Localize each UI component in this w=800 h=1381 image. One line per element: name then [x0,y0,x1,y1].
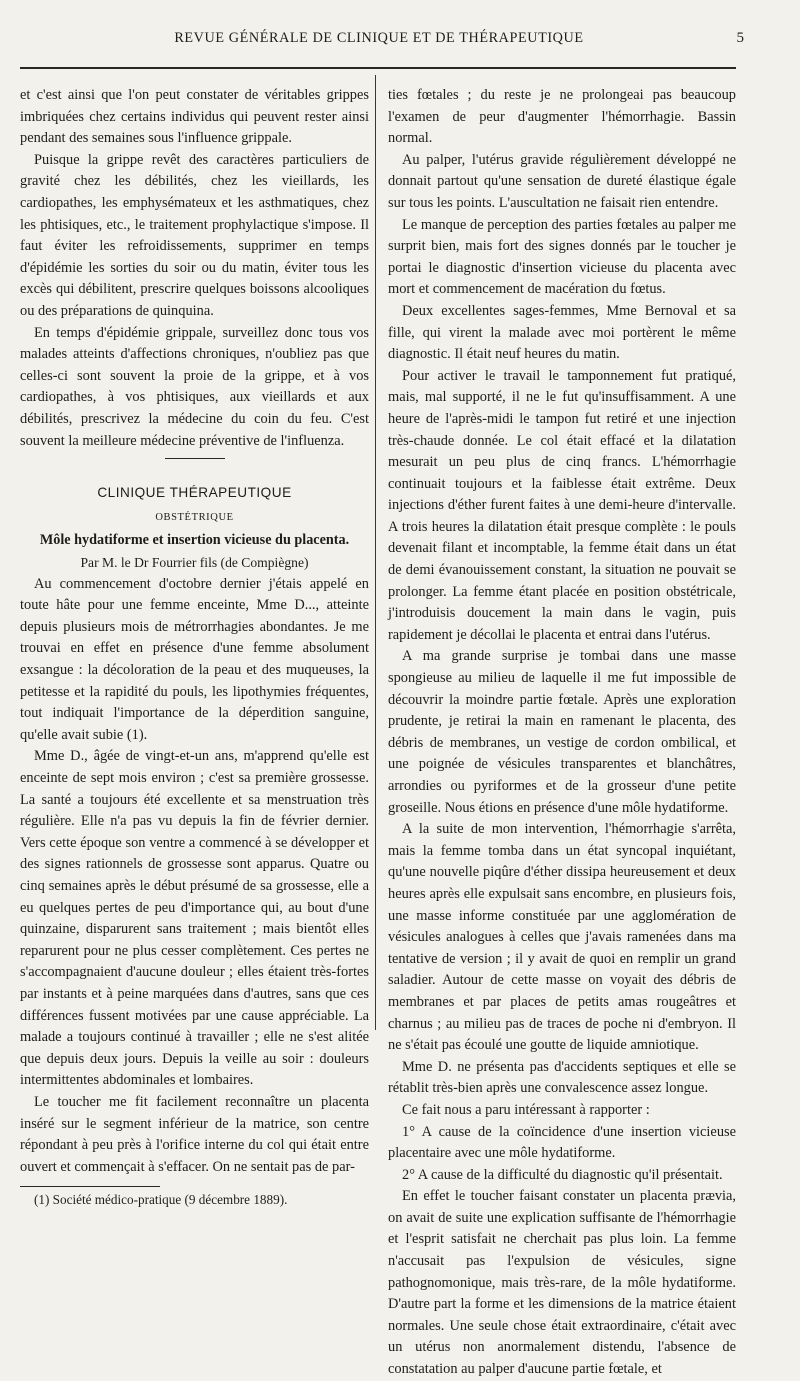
paragraph: Deux excellentes sages-femmes, Mme Bernoval et sa fille, qui virent la malade avec moi portèrent le même diagnostic. Il était neuf heures du matin. [388,302,736,363]
paragraph: Au commencement d'octobre dernier j'étais appelé en toute hâte pour une femme enceinte, Mme D..., atteinte depuis plusieurs mois de métrorrhagies abondantes. Je me trouvai en effet en présence d'une femme absolument exsangue : la décoloration de la peau et des muqueuses, la petitesse et la rapidité du pouls, les lipothymies fréquentes, tout indiquait l'importance de la déperdition sanguine, qu'elle avait subie (1). [20,575,369,743]
paragraph: A ma grande surprise je tombai dans une masse spongieuse au milieu de laquelle il me fut impossible de découvrir la moindre partie fœtale. Après une exploration prudente, je retirai la main en ramenant le placenta, des débris de membranes, un vestige de cordon ombilical, et une poignée de vésicules transparentes et blanchâtres, arrondies ou pyriformes et de la grosseur d'une petite groseille. Nous étions en présence d'une môle hydatiforme. [388,648,736,816]
paragraph: Pour activer le travail le tamponnement fut pratiqué, mais, mal supporté, il ne le fut qu'insuffisamment. A une heure de l'après-midi le tampon fut retiré et une injection très-chaude donnée. Le col était effacé et la dilatation mesurait un peu plus de cinq francs. L'hémorrhagie continuait toujours et la faiblesse était extrême. Deux injections d'éther furent faites à une demi-heure d'intervalle. A trois heures la dilatation était presque complète : le pouls devenait filant et incomptable, la femme était dans un état de demi évanouissement constant, la situation ne pouvait se prolonger. La femme étant placée en position obstétricale, j'introduisis doucement la main dans le vagin, puis rapidement je décollai le placenta et entrai dans l'utérus. [388,367,736,643]
right-column [388,85,736,1381]
list-item: 1° A cause de la coïncidence d'une insertion vicieuse placentaire avec une môle hydatiforme. [388,1123,736,1162]
page-number: 5 [736,30,744,46]
section-heading: CLINIQUE THÉRAPEUTIQUE [97,485,292,501]
paragraph: Puisque la grippe revêt des caractères particuliers de gravité chez les débilités, chez les vieillards, les cardiopathes, les emphysémateux et les asthmatiques, chez les phtisiques, etc., le traitement prophylactique s'impose. Il faut éviter les refroidissements, supprimer en temps d'épidémie les sorties du soir ou du matin, éviter tous les excès qui débilitent, prescrire quelques boissons alcooliques ou des préparations de quinquina. [20,151,369,319]
paragraph: Ce fait nous a paru intéressant à rapporter : [402,1101,650,1118]
paragraph: Le toucher me fit facilement reconnaître un placenta inséré sur le segment inférieur de la matrice, son centre répondant à peu près à l'orifice interne du col qui était entre ouvert et commençait à s'effacer. On ne sentait pas de par- [20,1093,369,1175]
running-title: REVUE GÉNÉRALE DE CLINIQUE ET DE THÉRAPEUTIQUE [174,30,584,46]
paragraph: et c'est ainsi que l'on peut constater de véritables grippes imbriquées chez certains individus qui peuvent rester ainsi pendant des semaines sous l'influence grippale. [20,87,369,147]
paragraph: Mme D., âgée de vingt-et-un ans, m'apprend qu'elle est enceinte de sept mois environ ; c'est sa première grossesse. La santé a toujours été excellente et sa menstruation très régulière. Elle n'a pas vu depuis la fin de février dernier. Vers cette époque son ventre a commencé à se développer et des signes rationnels de grossesse sont apparus. Quatre ou cinq semaines après le début présumé de sa grossesse, elle a eu quelques pertes de peu d'importance qui, au bout d'une quinzaine, disparurent sans traitement ; mais bientôt elles reparurent pour ne plus cesser complètement. Ces pertes ne s'accompagnaient d'aucune douleur ; elles étaient très-fortes par instants et à peine marquées dans d'autres, sans que ces différences fussent motivées par une cause appréciable. La malade a toujours continué à travailler ; elle ne s'est alitée que depuis deux jours. Depuis la veille au soir : douleurs intermittentes abdominales et lombaires. [20,748,369,1089]
section-subheading: OBSTÉTRIQUE [155,512,234,524]
left-column [20,85,369,1209]
paragraph: A la suite de mon intervention, l'hémorrhagie s'arrêta, mais la femme tomba dans un état syncopal inquiétant, qu'une nouvelle piqûre d'éther dissipa heureusement et deux heures après elle expulsait sans encombre, en plusieurs fois, une masse informe constituée par une agglomération de vésicules analogues à celles que j'avais ramenées dans ma tentative de version ; il y avait de quoi en remplir un grand saladier. Autour de cette masse on voyait des débris de membranes et par places de petits amas rougeâtres et charnus ; au milieu pas de traces de poche ni d'embryon. Il ne s'était pas écoulé une goutte de liquide amniotique. [388,821,736,1054]
page-header [20,30,744,56]
section-separator [165,458,225,459]
footnote: (1) Société médico-pratique (9 décembre 1889). [34,1192,288,1208]
header-rule [20,67,736,69]
column-divider [375,75,376,1030]
article-title: Môle hydatiforme et insertion vicieuse du placenta. [39,532,350,549]
paragraph: ties fœtales ; du reste je ne prolongeai pas beaucoup l'examen de peur d'augmenter l'hémorrhagie. Bassin normal. [388,87,736,147]
paragraph: En effet le toucher faisant constater un placenta prævia, on avait de suite une explication suffisante de l'hémorrhagie et l'esprit satisfait ne cherchait pas plus loin. La femme n'accusait pas l'expulsion de vésicules, signe pathognomonique, mais très-rare, de la môle hydatiforme. D'autre part la forme et les dimensions de la matrice étaient normales. Une seule chose était extraordinaire, c'était avec un utérus non anormalement distendu, l'absence de constatation au palper d'aucune partie fœtale, et [388,1188,736,1378]
paragraph: Le manque de perception des parties fœtales au palper me surprit bien, mais fort des signes donnés par le toucher je portai le diagnostic d'insertion vicieuse du placenta avec mort et commencement de macération du fœtus. [388,216,736,298]
footnote-rule [20,1186,160,1187]
paragraph: Mme D. ne présenta pas d'accidents septiques et elle se rétablit très-bien après une convalescence assez longue. [388,1058,736,1097]
article-byline: Par M. le Dr Fourrier fils (de Compiègne) [80,555,309,571]
list-item: 2° A cause de la difficulté du diagnostic qu'il présentait. [402,1166,723,1183]
paragraph: Au palper, l'utérus gravide régulièrement développé ne donnait partout qu'une sensation de dureté élastique égale sur tous les points. L'auscultation ne faisait rien entendre. [388,151,736,211]
paragraph: En temps d'épidémie grippale, surveillez donc tous vos malades atteints d'affections chroniques, n'oubliez pas que celles-ci sont souvent la proie de la grippe, et à vos cardiopathes, à vos phtisiques, aux vieillards et aux débilités, prescrivez la médecine du coin du feu. C'est souvent la meilleure médecine préventive de l'influenza. [20,324,369,449]
